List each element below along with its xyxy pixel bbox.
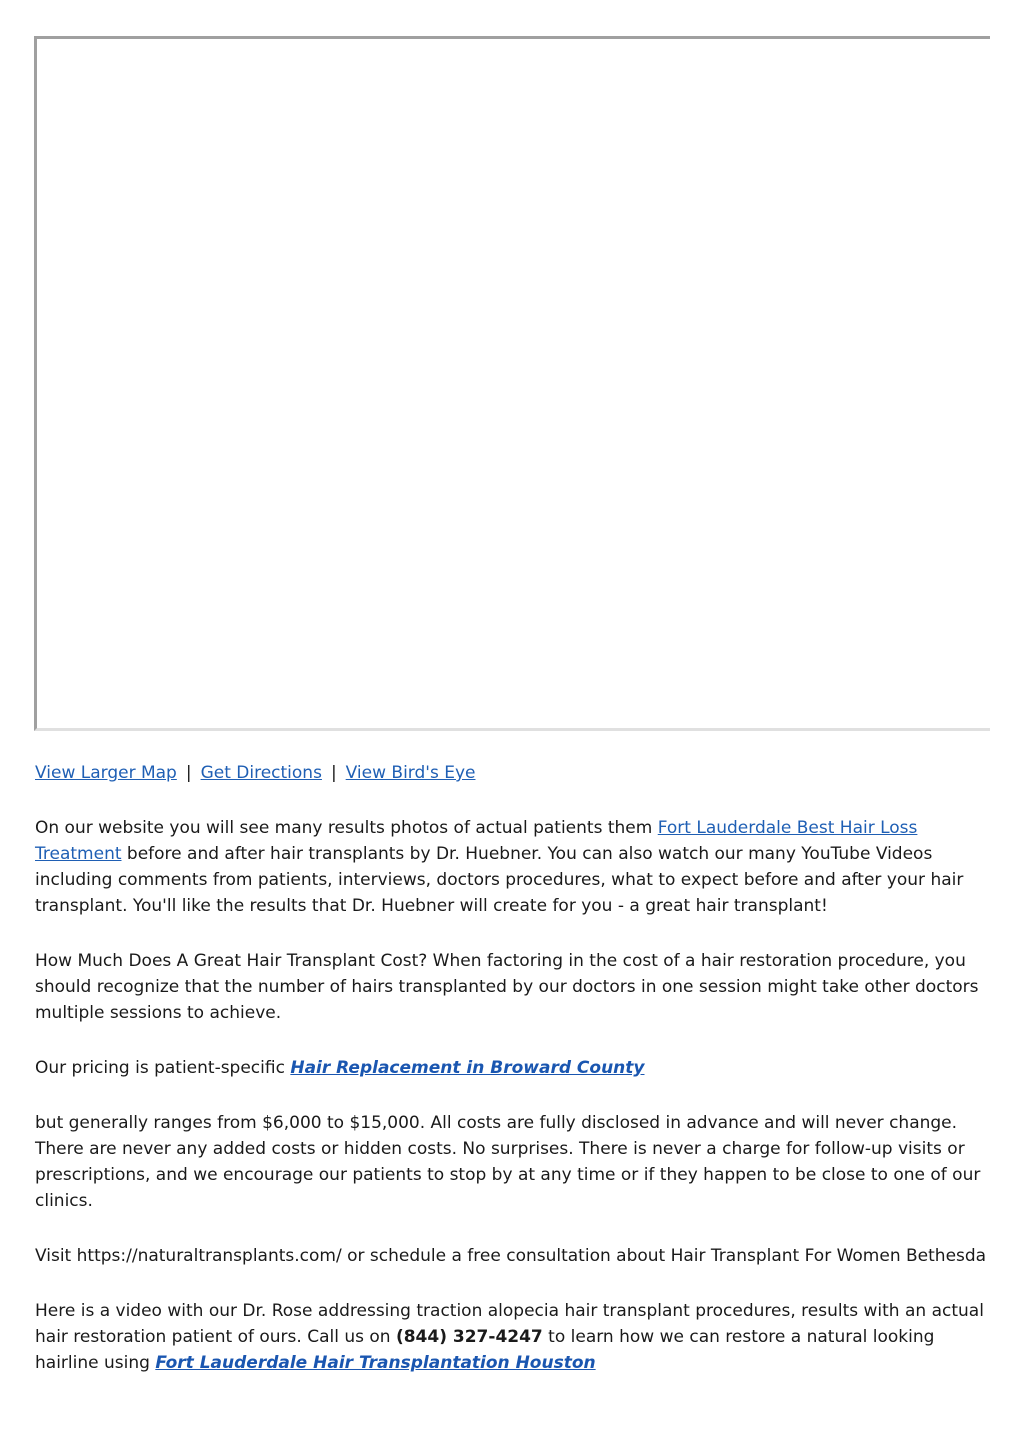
paragraph-transplant-cost: How Much Does A Great Hair Transplant Cost? When factoring in the cost of a hair restoration procedure, you should recognize that the number of hairs transplanted by our doctors in one session might take other doctors multiple sessions to achieve.	[35, 951, 979, 1023]
paragraph-video: Here is a video with our Dr. Rose addressing traction alopecia hair transplant procedures, results with an actual hair restoration patient of ours. Call us on (844) 327-4247 to learn how we can restore a natural looking hairline using Fort Lauderdale Hair Transplantation Houston	[35, 1301, 984, 1373]
map-links-row	[35, 760, 990, 786]
hair-transplantation-link[interactable]: Fort Lauderdale Hair Transplantation Houston	[155, 1353, 596, 1373]
paragraph-pricing: Our pricing is patient-specific Hair Replacement in Broward County	[35, 1058, 645, 1078]
embedded-map-frame[interactable]	[34, 36, 990, 731]
phone-number: (844) 327-4247	[395, 1327, 543, 1347]
view-larger-map-link[interactable]: View Larger Map	[35, 763, 177, 783]
view-birds-eye-link[interactable]: View Bird's Eye	[345, 763, 476, 783]
paragraph-results-photos: On our website you will see many results photos of actual patients them Fort Lauderdale Best Hair Loss Treatment before and after hair transplants by Dr. Huebner. You can also watch our many YouTube Videos including comments from patients, interviews, doctors procedures, what to expect before and after your hair transplant. You'll like the results that Dr. Huebner will create for you - a great hair transplant!	[35, 818, 964, 916]
article-content	[35, 760, 990, 1405]
hair-loss-treatment-link[interactable]: Fort Lauderdale Best Hair Loss Treatment	[35, 818, 918, 864]
paragraph-price-range: but generally ranges from $6,000 to $15,000. All costs are fully disclosed in advance and will never change. There are never any added costs or hidden costs. No surprises. There is never a charge for follow-up visits or prescriptions, and we encourage our patients to stop by at any time or if they happen to be close to one of our clinics.	[35, 1113, 981, 1211]
paragraph-visit: Visit https://naturaltransplants.com/ or schedule a free consultation about Hair Transplant For Women Bethesda	[35, 1246, 987, 1266]
link-separator: |	[330, 763, 337, 783]
link-separator: |	[185, 763, 192, 783]
hair-replacement-link[interactable]: Hair Replacement in Broward County	[290, 1058, 645, 1078]
get-directions-link[interactable]: Get Directions	[200, 763, 322, 783]
